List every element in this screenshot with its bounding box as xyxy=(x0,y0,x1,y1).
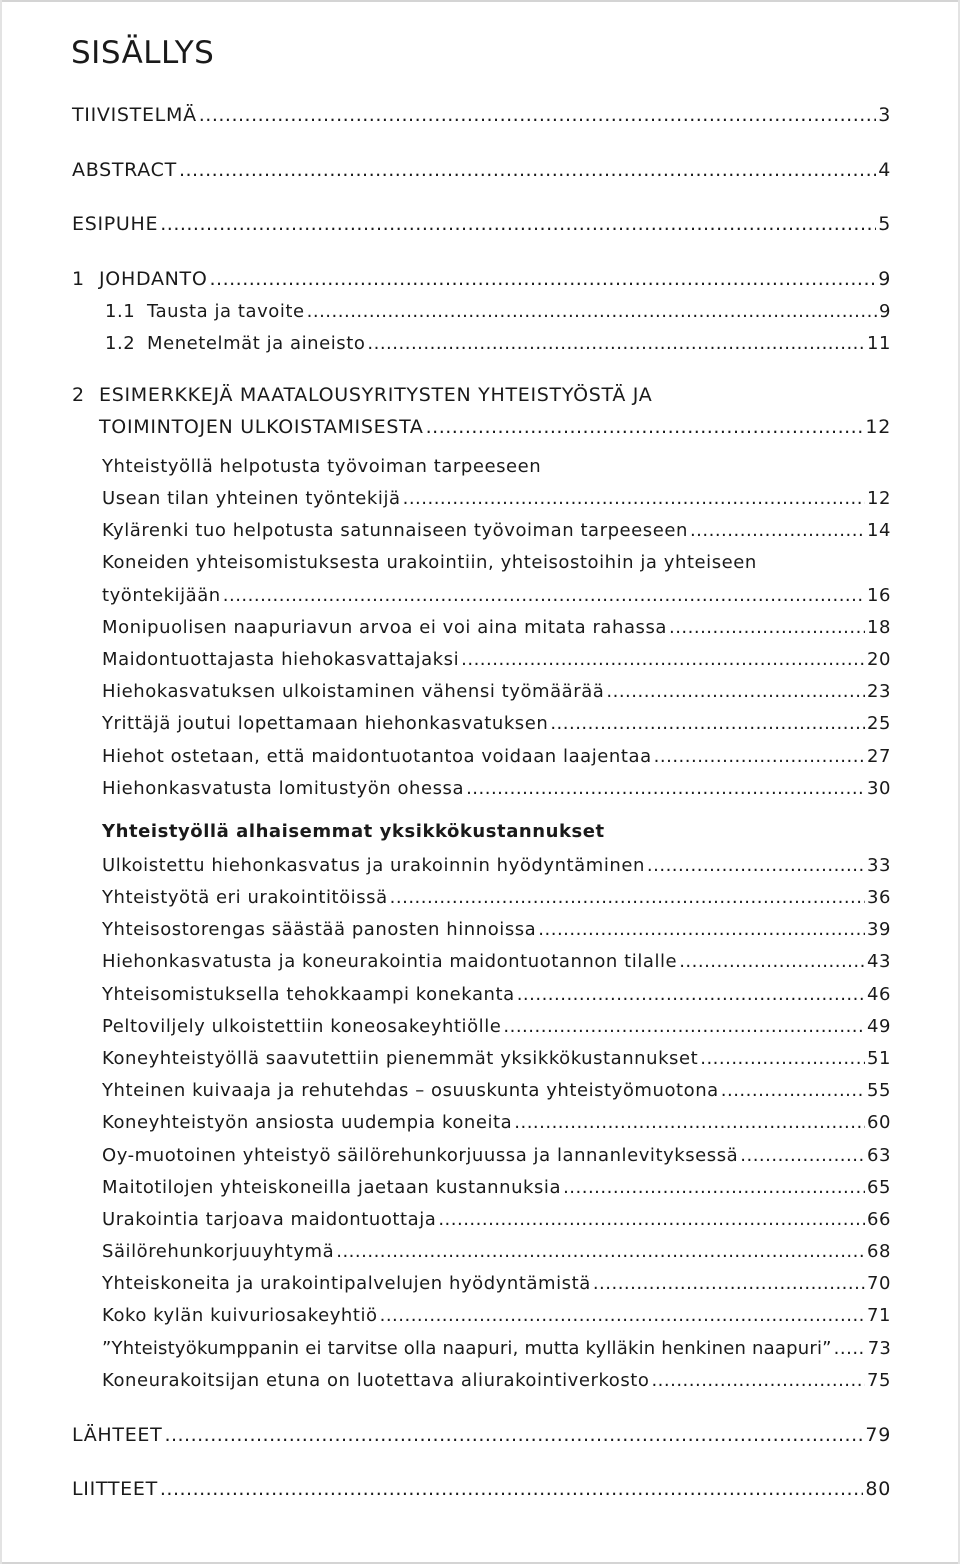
entry-page: 75 xyxy=(866,1370,891,1391)
leader-dots xyxy=(690,519,865,543)
toc-entry[interactable] xyxy=(102,771,891,801)
entry-page: 65 xyxy=(866,1177,891,1198)
entry-label: Hiehot ostetaan, että maidontuotantoa voidaan laajentaa xyxy=(102,746,652,767)
entry-label: Menetelmät ja aineisto xyxy=(147,333,366,354)
entry-page: 11 xyxy=(866,333,891,354)
entry-label: Maitotilojen yhteiskoneilla jaetaan kustannuksia xyxy=(102,1177,562,1198)
leader-dots xyxy=(160,212,876,236)
toc-entry-chapter-2[interactable] xyxy=(72,409,891,439)
entry-page: 63 xyxy=(866,1145,891,1166)
entry-page: 68 xyxy=(866,1241,891,1262)
entry-page: 66 xyxy=(866,1209,891,1230)
toc-entry[interactable] xyxy=(102,642,891,672)
chapter-number: 2 xyxy=(72,384,85,406)
entry-label: Koko kylän kuivuriosakeyhtiö xyxy=(102,1305,378,1326)
entry-label: Usean tilan yhteinen työntekijä xyxy=(102,488,401,509)
leader-dots xyxy=(210,267,877,291)
entry-label: Yhteinen kuivaaja ja rehutehdas – osuuskunta yhteistyömuotona xyxy=(102,1080,719,1101)
leader-dots xyxy=(390,886,865,910)
entry-page: 33 xyxy=(866,855,891,876)
entry-label: Hiehonkasvatusta lomitustyön ohessa xyxy=(102,778,465,799)
entry-page: 46 xyxy=(866,984,891,1005)
entry-page: 12 xyxy=(866,488,891,509)
toc-entry[interactable] xyxy=(102,481,891,511)
toc-entry[interactable] xyxy=(102,1266,891,1296)
entry-label: Maidontuottajasta hiehokasvattajaksi xyxy=(102,649,460,670)
leader-dots xyxy=(179,158,876,182)
entry-page: 51 xyxy=(866,1048,891,1069)
entry-label: Oy-muotoinen yhteistyö säilörehunkorjuussa ja lannanlevityksessä xyxy=(102,1145,739,1166)
page-border-top xyxy=(0,0,960,2)
leader-dots xyxy=(669,616,865,640)
toc-entry-lahteet[interactable] xyxy=(72,1417,891,1447)
entry-label: Kylärenki tuo helpotusta satunnaiseen työvoiman tarpeeseen xyxy=(102,520,688,541)
section-number: 1.2 xyxy=(105,333,136,354)
chapter-number: 1 xyxy=(72,268,85,290)
entry-page: 71 xyxy=(866,1305,891,1326)
entry-label: työntekijään xyxy=(102,585,221,606)
leader-dots xyxy=(651,1369,865,1393)
toc-entry-section-1-2[interactable] xyxy=(102,326,891,356)
entry-page: 80 xyxy=(865,1478,891,1500)
entry-page: 27 xyxy=(866,746,891,767)
entry-page: 70 xyxy=(866,1273,891,1294)
toc-entry[interactable] xyxy=(102,706,891,736)
entry-page: 23 xyxy=(866,681,891,702)
toc-entry[interactable] xyxy=(102,674,891,704)
entry-page: 30 xyxy=(866,778,891,799)
leader-dots xyxy=(647,854,865,878)
leader-dots xyxy=(403,487,865,511)
toc-entry[interactable] xyxy=(102,977,891,1007)
entry-label: Yhteiskoneita ja urakointipalvelujen hyödyntämistä xyxy=(102,1273,591,1294)
toc-entry-section-1-1[interactable] xyxy=(102,294,891,324)
leader-dots xyxy=(466,777,865,801)
toc-entry[interactable] xyxy=(102,1105,891,1135)
entry-label: Hiehonkasvatusta ja koneurakointia maidontuotannon tilalle xyxy=(102,951,678,972)
entry-label: Koneyhteistyön ansiosta uudempia koneita xyxy=(102,1112,513,1133)
entry-page: 60 xyxy=(866,1112,891,1133)
page-border-left xyxy=(0,0,2,1564)
toc-group-heading: Yhteistyöllä alhaisemmat yksikkökustannukset xyxy=(102,821,605,842)
leader-dots xyxy=(367,332,865,356)
entry-label: Hiehokasvatuksen ulkoistaminen vähensi työmäärää xyxy=(102,681,605,702)
entry-label: ABSTRACT xyxy=(72,159,177,181)
leader-dots xyxy=(550,712,865,736)
toc-entry-chapter-1[interactable] xyxy=(72,261,891,291)
entry-page: 79 xyxy=(865,1424,891,1446)
toc-entry-chapter-2-line1[interactable] xyxy=(72,377,652,407)
entry-page: 16 xyxy=(866,585,891,606)
toc-entry[interactable] xyxy=(102,1138,891,1168)
leader-dots xyxy=(538,918,865,942)
entry-label: ”Yhteistyökumppanin ei tarvitse olla naapuri, mutta kylläkin henkinen naapuri” xyxy=(102,1338,832,1359)
toc-entry[interactable] xyxy=(102,1073,891,1103)
entry-page: 36 xyxy=(866,887,891,908)
entry-label: ESIPUHE xyxy=(72,213,159,235)
toc-entry[interactable] xyxy=(102,1331,891,1361)
entry-page: 14 xyxy=(866,520,891,541)
toc-entry-liitteet[interactable] xyxy=(72,1471,891,1501)
entry-page: 73 xyxy=(867,1338,891,1359)
entry-label: Koneurakoitsijan etuna on luotettava aliurakointiverkosto xyxy=(102,1370,650,1391)
toc-entry-tiivistelma[interactable] xyxy=(72,97,891,127)
leader-dots xyxy=(740,1144,865,1168)
leader-dots xyxy=(461,648,865,672)
toc-entry[interactable] xyxy=(102,1041,891,1071)
entry-label: Säilörehunkorjuuyhtymä xyxy=(102,1241,335,1262)
entry-page: 18 xyxy=(866,617,891,638)
entry-page: 25 xyxy=(866,713,891,734)
entry-label: LIITTEET xyxy=(72,1478,158,1500)
leader-dots xyxy=(514,1111,865,1135)
toc-entry[interactable] xyxy=(102,610,891,640)
entry-label: Yhteistyötä eri urakointitöissä xyxy=(102,887,388,908)
toc-entry[interactable] xyxy=(102,944,891,974)
toc-entry-abstract[interactable] xyxy=(72,152,891,182)
toc-entry[interactable] xyxy=(102,1202,891,1232)
leader-dots xyxy=(223,584,865,608)
entry-page: 3 xyxy=(878,104,891,126)
leader-dots xyxy=(593,1272,865,1296)
toc-entry-line1[interactable]: Koneiden yhteisomistuksesta urakointiin, yhteisostoihin ja yhteiseen xyxy=(102,552,757,573)
entry-label: Yhteisomistuksella tehokkaampi konekanta xyxy=(102,984,515,1005)
toc-entry[interactable] xyxy=(102,1234,891,1264)
entry-page: 12 xyxy=(865,416,891,438)
leader-dots xyxy=(438,1208,865,1232)
entry-page: 9 xyxy=(878,301,891,322)
toc-entry-esipuhe[interactable] xyxy=(72,206,891,236)
entry-label: Tausta ja tavoite xyxy=(147,301,305,322)
toc-entry[interactable] xyxy=(102,848,891,878)
entry-label: Yrittäjä joutui lopettamaan hiehonkasvatuksen xyxy=(102,713,549,734)
entry-page: 20 xyxy=(866,649,891,670)
entry-label: Urakointia tarjoava maidontuottaja xyxy=(102,1209,437,1230)
entry-label: JOHDANTO xyxy=(99,268,208,290)
toc-entry[interactable] xyxy=(102,739,891,769)
entry-label: TIIVISTELMÄ xyxy=(72,104,197,126)
leader-dots xyxy=(336,1240,865,1264)
leader-dots xyxy=(517,983,865,1007)
leader-dots xyxy=(307,300,877,324)
leader-dots xyxy=(700,1047,865,1071)
toc-entry[interactable] xyxy=(102,1170,891,1200)
toc-entry[interactable] xyxy=(102,912,891,942)
leader-dots xyxy=(563,1176,865,1200)
leader-dots xyxy=(164,1423,863,1447)
entry-label: ESIMERKKEJÄ MAATALOUSYRITYSTEN YHTEISTYÖSTÄ JA xyxy=(99,384,653,406)
toc-entry[interactable] xyxy=(102,1363,891,1393)
entry-label: Koneyhteistyöllä saavutettiin pienemmät yksikkökustannukset xyxy=(102,1048,699,1069)
entry-label: LÄHTEET xyxy=(72,1424,163,1446)
leader-dots xyxy=(503,1015,865,1039)
entry-label: Monipuolisen naapuriavun arvoa ei voi aina mitata rahassa xyxy=(102,617,667,638)
entry-label: TOIMINTOJEN ULKOISTAMISESTA xyxy=(99,416,424,438)
entry-page: 55 xyxy=(866,1080,891,1101)
entry-page: 5 xyxy=(878,213,891,235)
leader-dots xyxy=(606,680,865,704)
leader-dots xyxy=(679,950,865,974)
entry-label: Peltoviljely ulkoistettiin koneosakeyhtiölle xyxy=(102,1016,502,1037)
entry-page: 43 xyxy=(866,951,891,972)
section-number: 1.1 xyxy=(105,301,136,322)
toc-group-heading: Yhteistyöllä helpotusta työvoiman tarpeeseen xyxy=(102,456,542,477)
toc-entry[interactable] xyxy=(102,880,891,910)
leader-dots xyxy=(199,103,876,127)
entry-label: Ulkoistettu hiehonkasvatus ja urakoinnin hyödyntäminen xyxy=(102,855,645,876)
entry-page: 49 xyxy=(866,1016,891,1037)
toc-title: SISÄLLYS xyxy=(71,35,215,71)
toc-entry[interactable] xyxy=(102,578,891,608)
entry-label: Yhteisostorengas säästää panosten hinnoissa xyxy=(102,919,537,940)
leader-dots xyxy=(380,1304,865,1328)
leader-dots xyxy=(834,1337,866,1361)
leader-dots xyxy=(160,1477,864,1501)
entry-page: 4 xyxy=(878,159,891,181)
entry-page: 39 xyxy=(866,919,891,940)
toc-entry[interactable] xyxy=(102,1009,891,1039)
leader-dots xyxy=(654,745,865,769)
toc-entry[interactable] xyxy=(102,1298,891,1328)
leader-dots xyxy=(426,415,864,439)
entry-page: 9 xyxy=(878,268,891,290)
leader-dots xyxy=(721,1079,865,1103)
toc-entry[interactable] xyxy=(102,513,891,543)
